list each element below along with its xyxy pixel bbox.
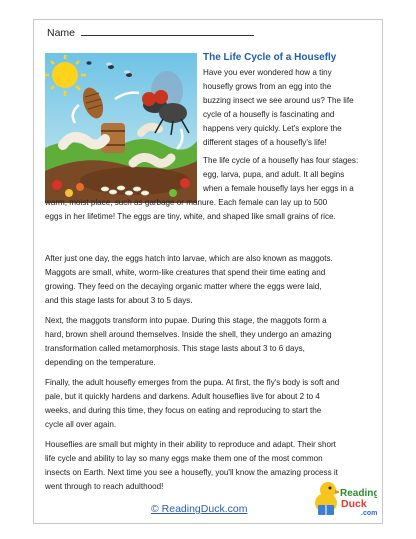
paragraph-6-line: went through to reach adulthood! [45,482,164,492]
name-label: Name [47,27,76,39]
name-field [47,25,254,39]
name-blank-line[interactable] [81,25,254,36]
paragraph-5-line: Finally, the adult housefly emerges from the pupa. At first, the fly's body is soft and [45,378,340,387]
paragraph-2-line: when a female housefly lays her eggs in a [203,184,354,194]
paragraph-3-line: After just one day, the eggs hatch into larvae, which are also known as maggots. [45,254,333,263]
paragraph-3-line: and this stage lasts for about 3 to 5 days. [45,296,193,306]
logo-text-com: .com [361,510,377,517]
paragraph-6-line: Houseflies are small but mighty in their ability to reproduce and adapt. Their short [45,440,336,449]
paragraph-2-line: warm, moist place, such as garbage or manure. Each female can lay up to 500 [45,198,328,208]
paragraph-5-line: cycle all over again. [45,420,117,430]
illustration-art [45,53,197,203]
paragraph-4-line: Next, the maggots transform into pupae. During this stage, the maggots form a [45,316,327,325]
paragraph-2-line: egg, larva, pupa, and adult. It all begins [203,170,345,180]
worksheet-page [33,19,383,524]
paragraph-6-line: insects on Earth. Next time you see a housefly, you'll know the amazing process it [45,468,338,478]
housefly-lifecycle-illustration [45,53,197,203]
paragraph-4-line: depending on the temperature. [45,358,156,368]
paragraph-2-line: The life cycle of a housefly has four stages: [203,156,359,165]
paragraph-5-line: weeks, and during this time, they focus on eating and reproducing to start the [45,406,322,416]
paragraph-1-line: Have you ever wondered how a tiny [203,68,332,77]
readingduck-link[interactable]: © ReadingDuck.com [151,503,248,515]
paragraph-3-line: Maggots are small, white, worm-like creatures that spend their time eating and [45,268,326,278]
worksheet-title: The Life Cycle of a Housefly [203,52,337,63]
paragraph-1-line: housefly grows from an egg into the [203,82,332,92]
paragraph-4-line: hard, brown shell around themselves. Inside the shell, they undergo an amazing [45,330,332,340]
paragraph-1-line: cycle of a housefly is fascinating and [203,110,335,120]
paragraph-3-line: growing. They feed on the decaying organic matter where the eggs were laid, [45,282,322,292]
paragraph-1-line: buzzing insect we see around us? The life [203,96,354,106]
paragraph-1-line: happens very quickly. Let's explore the [203,124,342,134]
readingduck-logo[interactable] [311,475,377,521]
logo-text-duck: Duck [341,498,367,510]
paragraph-5-line: pale, but it quickly hardens and darkens. Adult houseflies live for about 2 to 4 [45,392,320,402]
paragraph-4-line: transformation called metamorphosis. This stage lasts about 3 to 6 days, [45,344,305,354]
logo-text-reading: Reading [340,488,377,499]
paragraph-2-line: eggs in her lifetime! The eggs are tiny, white, and shaped like small grains of rice. [45,212,336,222]
paragraph-1-line: different stages of a housefly's life! [203,138,327,148]
paragraph-6-line: life cycle and ability to lay so many eggs make them one of the most common [45,454,323,464]
